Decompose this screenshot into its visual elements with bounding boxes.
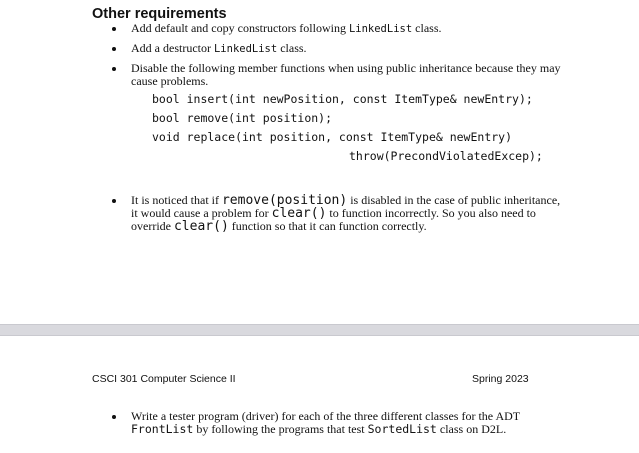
page-header-course: CSCI 301 Computer Science II xyxy=(92,373,236,385)
tester-list xyxy=(112,410,562,436)
requirements-list xyxy=(112,22,562,233)
section-heading: Other requirements xyxy=(92,6,227,22)
list-item: Add a destructor LinkedList class. xyxy=(112,42,562,56)
list-item: It is noticed that if remove(position) is disabled in the case of public inheritance, it would cause a problem for clear() to function incorrectly. So you also need to override clear() function so that it can function correctly. xyxy=(112,194,562,233)
code-line: bool remove(int position); xyxy=(152,111,333,125)
code-line: throw(PrecondViolatedExcep); xyxy=(349,149,543,163)
inline-code: clear() xyxy=(173,219,229,234)
inline-code: SortedList xyxy=(367,422,437,436)
list-item: Add default and copy constructors following LinkedList class. xyxy=(112,22,562,36)
page-gap xyxy=(0,324,639,336)
inline-code: remove(position) xyxy=(221,193,348,208)
page-header-term: Spring 2023 xyxy=(472,373,529,385)
inline-code: FrontList xyxy=(131,422,194,436)
document-page-bottom xyxy=(0,336,639,453)
inline-code: LinkedList xyxy=(348,23,413,35)
inline-code: LinkedList xyxy=(213,43,278,55)
code-block xyxy=(131,90,562,166)
inline-code: clear() xyxy=(271,206,327,221)
code-line: void replace(int position, const ItemType& newEntry) xyxy=(152,130,513,144)
list-item: Write a tester program (driver) for each of the three different classes for the ADT FrontList by following the programs that test SortedList class on D2L. xyxy=(112,410,562,436)
code-line: bool insert(int newPosition, const ItemType& newEntry); xyxy=(152,92,533,106)
list-item: Disable the following member functions when using public inheritance because they may cause problems. bool insert(int newPosition, const ItemType& newEntry); bool remove(int position); void replace(int position, const ItemType& newEntry) throw(PrecondViolatedExcep); xyxy=(112,62,562,166)
